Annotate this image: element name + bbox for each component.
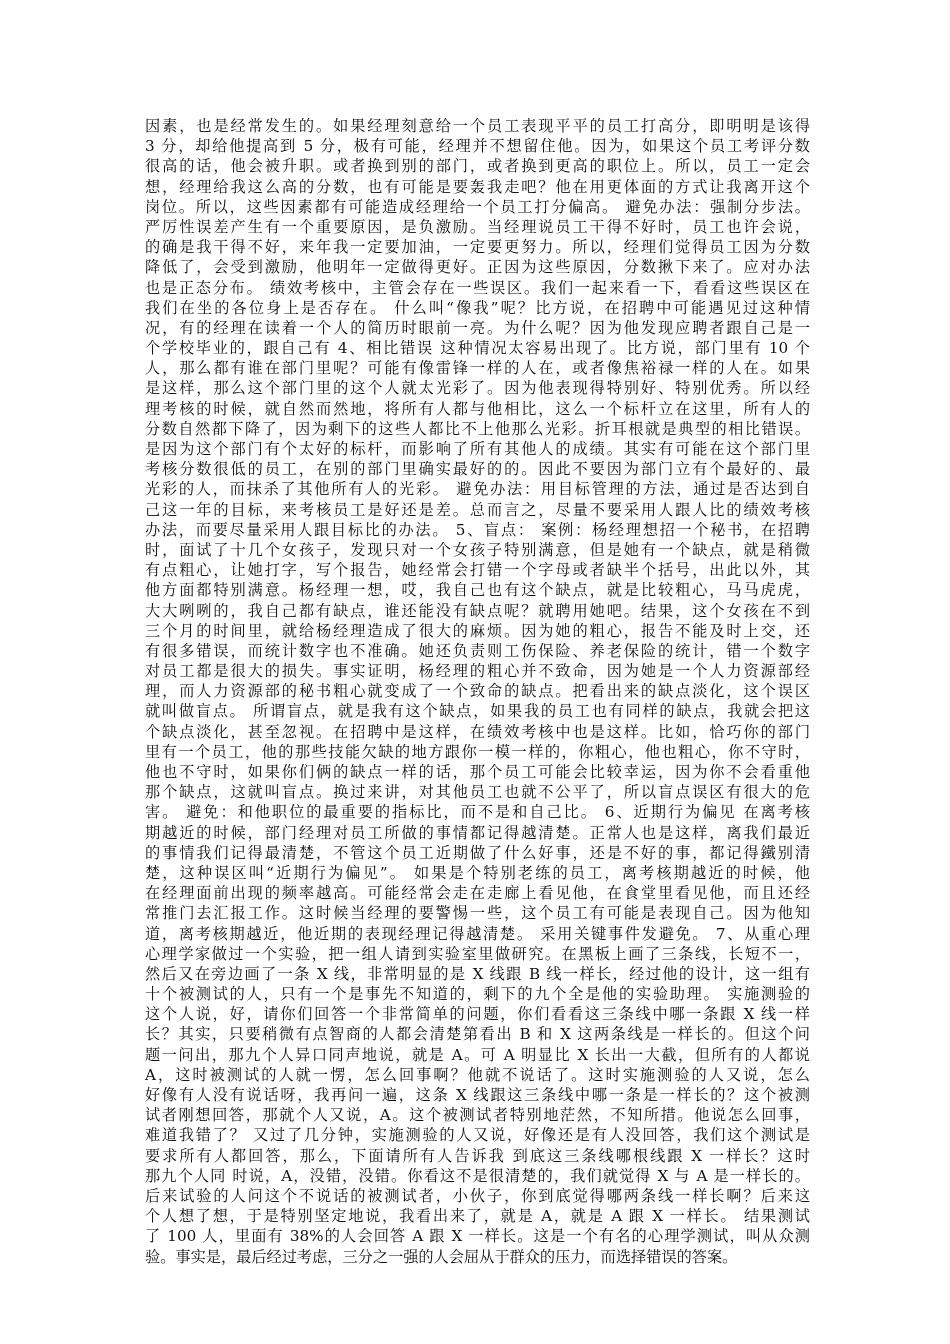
body-text bbox=[145, 116, 810, 1267]
text-line: 个缺点淡化，甚至忽视。在招聘中是这样，在绩效考核中也是这样。比如，恰巧你的部门 bbox=[145, 722, 810, 741]
text-line: 要求所有人都回答，那么，下面请所有人告诉我 到底这三条线哪根线跟 X 一样长？这时 bbox=[145, 1146, 810, 1165]
text-line: 有点粗心，让她打字，写个报告，她经常会打错一个字母或者缺半个括号，出此以外，其 bbox=[145, 561, 810, 580]
text-line: 他方面都特别满意。杨经理一想，哎，我自己也有这个缺点，就是比较粗心，马马虎虎， bbox=[145, 581, 810, 600]
text-line: 道，离考核期越近，他近期的表现经理记得越清楚。 采用关键事件发避免。 7、从重心理 bbox=[145, 924, 810, 943]
text-line: 分数自然都下降了，因为剩下的这些人都比不上他那么光彩。折耳根就是典型的相比错误。 bbox=[145, 419, 810, 438]
text-line: 楚，这种误区叫“近期行为偏见”。 如果是个特别老练的员工，离考核期越近的时候，他 bbox=[145, 863, 810, 882]
text-line: 因素，也是经常发生的。如果经理刻意给一个员工表现平平的员工打高分，即明明是该得 bbox=[145, 117, 810, 135]
text-line: 题一问出，那九个人异口同声地说，就是 A。可 A 明显比 X 长出一大截，但所有的人都说 bbox=[145, 1045, 810, 1064]
text-line: 的事情我们记得最清楚，不管这个员工近期做了什么好事，还是不好的事，都记得鐵别清 bbox=[145, 843, 810, 862]
text-line: 时，面试了十几个女孩子，发现只对一个女孩子特别满意，但是她有一个缺点，就是稍微 bbox=[145, 540, 810, 559]
text-line: 长？其实，只要稍微有点智商的人都会清楚第看出 B 和 X 这两条线是一样长的。但这个问 bbox=[145, 1025, 810, 1044]
text-line: 降低了，会受到激励，他明年一定做得更好。正因为这些原因，分数揪下来了。应对办法 bbox=[145, 258, 810, 277]
text-line: 他也不守时，如果你们俩的缺点一样的话，那个员工可能会比较幸运，因为你不会看重他 bbox=[145, 763, 810, 781]
text-line: 里有一个员工，他的那些技能欠缺的地方跟你一模一样的，你粗心，他也粗心，你不守时， bbox=[145, 742, 810, 761]
text-line: 严厉性误差产生有一个重要原因，是负激励。当经理说员工干得不好时，员工也许会说， bbox=[145, 217, 810, 236]
text-line: 况，有的经理在读着一个人的简历时眼前一亮。为什么呢？因为他发现应聘者跟自己是一 bbox=[145, 318, 810, 337]
text-line: 这个人说，好，请你们回答一个非常简单的问题，你们看看这三条线中哪一条跟 X 线一样 bbox=[145, 1005, 810, 1024]
text-line: 己这一年的目标，来考核员工是好还是差。总而言之，尽量不要采用人跟人比的绩效考核 bbox=[145, 500, 810, 519]
text-line: 个人想了想，于是特别坚定地说，我看出来了，就是 A，就是 A 跟 X 一样长。 结果测试 bbox=[145, 1207, 810, 1226]
text-line: 光彩的人，而抹杀了其他所有人的光彩。 避免办法：用目标管理的方法，通过是否达到自 bbox=[145, 480, 810, 499]
text-line: 我们在坐的各位身上是否存在。 什么叫“像我”呢？比方说，在招聘中可能遇见过这种情 bbox=[145, 298, 810, 317]
text-line: 想，经理给我这么高的分数，也有可能是要轰我走吧？他在用更体面的方式让我离开这个 bbox=[145, 177, 810, 196]
text-line: 十个被测试的人，只有一个是事先不知道的，剩下的九个全是他的实验助理。 实施测验的 bbox=[145, 985, 810, 1004]
text-line: 验。事实是，最后经过考虑，三分之一强的人会屈从于群众的压力，而选择错误的答案。 bbox=[145, 1247, 738, 1266]
text-line: 理，而人力资源部的秘书粗心就变成了一个致命的缺点。把看出来的缺点淡化，这个误区 bbox=[145, 682, 810, 701]
text-line: 好像有人没有说话呀，我再问一遍，这条 X 线跟这三条线中哪一条是一样长的？这个被测 bbox=[145, 1086, 810, 1104]
text-line: 难道我错了？ 又过了几分钟，实施测验的人又说，好像还是有人没回答，我们这个测试是 bbox=[145, 1126, 810, 1145]
text-line: 心理学家做过一个实验，把一组人请到实验室里做研究。在黑板上画了三条线，长短不一， bbox=[145, 944, 810, 963]
text-line: 试者刚想回答，那就个人又说，A。这个被测试者特别地茫然，不知所措。他说怎么回事， bbox=[145, 1106, 810, 1125]
text-line: 害。 避免：和他职位的最重要的指标比，而不是和自己比。 6、近期行为偏见 在离考核 bbox=[145, 803, 810, 822]
text-line: 后来试验的人问这个不说话的被测试者，小伙子，你到底觉得哪两条线一样长啊？后来这 bbox=[145, 1186, 810, 1205]
text-line: 岗位。所以，这些因素都有可能造成经理给一个员工打分偏高。 避免办法：强制分步法。 bbox=[145, 197, 810, 216]
text-line: 人，那么都有谁在部门里呢？可能有像雷锋一样的人在，或者像焦裕禄一样的人在。如果 bbox=[145, 359, 810, 378]
text-line: 考核分数很低的员工，在别的部门里确实最好的的。因此不要因为部门立有个最好的、最 bbox=[145, 460, 810, 479]
text-line: 也是正态分布。 绩效考核中，主管会存在一些误区。我们一起来看一下，看看这些误区在 bbox=[145, 278, 810, 297]
text-line: 个学校毕业的，跟自己有 4、相比错误 这种情况太容易出现了。比方说，部门里有 10 个 bbox=[145, 339, 810, 358]
text-line: A，这时被测试的人就一愣，怎么回事啊？他就不说话了。这时实施测验的人又说，怎么 bbox=[145, 1065, 810, 1084]
text-line: 办法，而要尽量采用人跟目标比的办法。 5、盲点： 案例：杨经理想招一个秘书，在招聘 bbox=[145, 520, 810, 539]
text-line: 是这样，那么这个部门里的这个人就太光彩了。因为他表现得特别好、特别优秀。所以经 bbox=[145, 379, 810, 398]
text-line: 大大咧咧的，我自己都有缺点，谁还能没有缺点呢？就聘用她吧。结果，这个女孩在不到 bbox=[145, 601, 810, 620]
text-line: 常推门去汇报工作。这时候当经理的要警惕一些，这个员工有可能是表现自己。因为他知 bbox=[145, 904, 810, 923]
text-line: 然后又在旁边画了一条 X 线，非常明显的是 X 线跟 B 线一样长，经过他的设计，这一组有 bbox=[145, 964, 810, 983]
text-line: 期越近的时候，部门经理对员工所做的事情都记得越清楚。正常人也是这样，离我们最近 bbox=[145, 823, 810, 842]
text-line: 了 100 人，里面有 38%的人会回答 A 跟 X 一样长。这是一个有名的心理学测试，叫从众测 bbox=[145, 1227, 810, 1246]
text-line: 在经理面前出现的频率越高。可能经常会走在走廊上看见他，在食堂里看见他，而且还经 bbox=[145, 884, 810, 903]
text-line: 那九个人同 时说，A，没错，没错。你看这不是很清楚的，我们就觉得 X 与 A 是一样长的。 bbox=[145, 1166, 810, 1185]
text-line: 是因为这个部门有个太好的标杆，而影响了所有其他人的成绩。其实有可能在这个部门里 bbox=[145, 440, 810, 458]
text-line: 对员工都是很大的损失。事实证明，杨经理的粗心并不致命，因为她是一个人力资源部经 bbox=[145, 662, 810, 681]
text-line: 的确是我干得不好，来年我一定要加油，一定要更努力。所以，经理们觉得员工因为分数 bbox=[145, 238, 810, 257]
text-line: 理考核的时候，就自然而然地，将所有人都与他相比，这么一个标杆立在这里，所有人的 bbox=[145, 399, 810, 418]
text-line: 很高的话，他会被升职。或者换到别的部门，或者换到更高的职位上。所以，员工一定会 bbox=[145, 157, 810, 176]
text-line: 三个月的时间里，就给杨经理造成了很大的麻烦。因为她的粗心，报告不能及时上交，还 bbox=[145, 621, 810, 640]
text-line: 就叫做盲点。 所谓盲点，就是我有这个缺点，如果我的员工也有同样的缺点，我就会把这 bbox=[145, 702, 810, 721]
text-line: 那个缺点，这就叫盲点。换过来讲，对其他员工也就不公平了，所以盲点误区有很大的危 bbox=[145, 783, 810, 802]
text-line: 有很多错误，而统计数字也不准确。她还负责则工伤保险、养老保险的统计，错一个数字 bbox=[145, 641, 810, 660]
text-line: 3 分，却给他提高到 5 分，极有可能，经理并不想留住他。因为，如果这个员工考评分数 bbox=[145, 137, 810, 156]
